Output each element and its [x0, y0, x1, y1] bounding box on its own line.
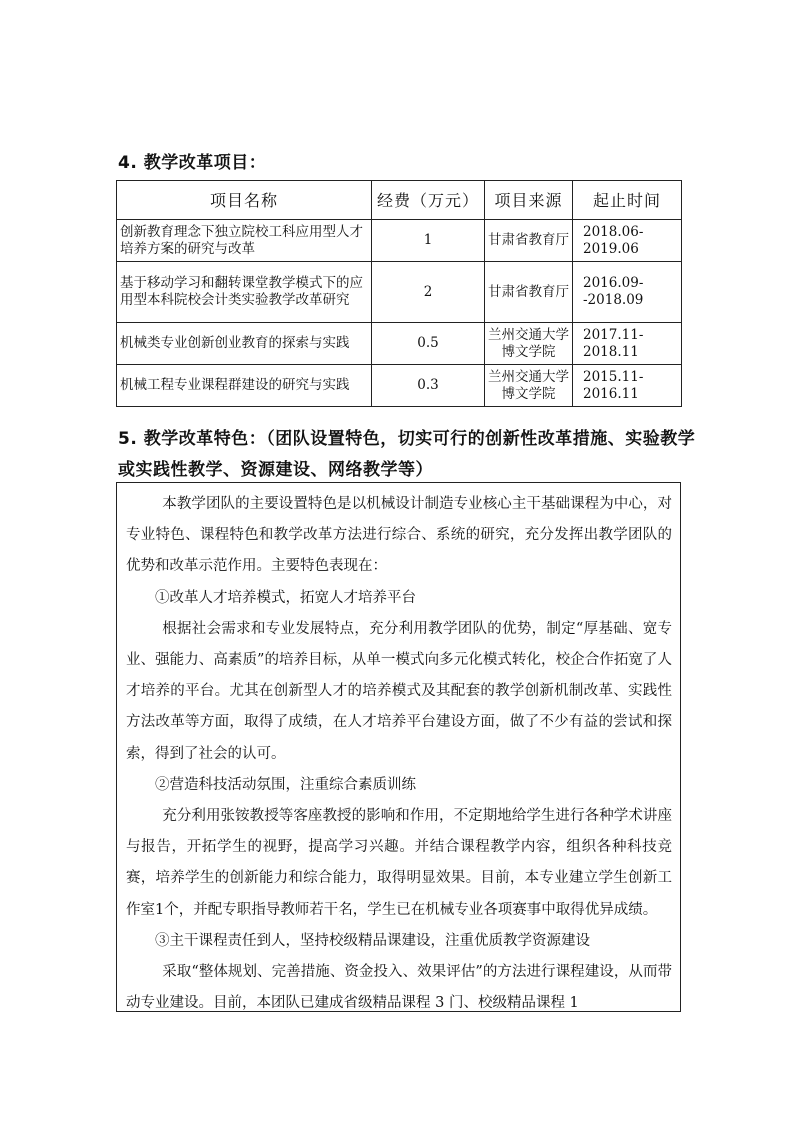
project-source: 兰州交通大学博文学院 — [485, 323, 573, 365]
table-row — [117, 365, 682, 407]
project-period: 2016.09--2018.09 — [573, 262, 682, 323]
paragraph-intro: 本教学团队的主要设置特色是以机械设计制造专业核心主干基础课程为中心，对专业特色、课程特色和教学改革方法进行综合、系统的研究，充分发挥出教学团队的优势和改革示范作用。主要特色表现在： — [126, 496, 672, 575]
teaching-reform-projects-table — [116, 180, 682, 407]
subheading-talent-training: ①改革人才培养模式，拓宽人才培养平台 — [155, 589, 416, 606]
project-funding: 0.3 — [372, 365, 485, 407]
project-funding: 0.5 — [372, 323, 485, 365]
section-5-heading: 5. 教学改革特色：（团队设置特色，切实可行的创新性改革措施、实验教学或实践性教学、资源建设、网络教学等） — [118, 429, 696, 480]
column-header-name: 项目名称 — [117, 181, 372, 220]
project-period: 2017.11-2018.11 — [573, 323, 682, 365]
section-4-heading: 4. 教学改革项目： — [118, 153, 267, 173]
project-funding: 2 — [372, 262, 485, 323]
project-funding: 1 — [372, 220, 485, 262]
table-header-row — [117, 181, 682, 220]
paragraph-talent-training: 根据社会需求和专业发展特点，充分利用教学团队的优势，制定“厚基础、宽专业、强能力、高素质”的培养目标，从单一模式向多元化模式转化，校企合作拓宽了人才培养的平台。尤其在创新型人才的培养模式及其配套的教学创新机制改革、实践性方法改革等方面，取得了成绩，在人才培养平台建设方面，做了不少有益的尝试和探索，得到了社会的认可。 — [126, 620, 672, 762]
column-header-funding: 经费（万元） — [372, 181, 485, 220]
project-name: 基于移动学习和翻转课堂教学模式下的应用型本科院校会计类实验教学改革研究 — [117, 262, 372, 323]
project-period: 2015.11-2016.11 — [573, 365, 682, 407]
column-header-source: 项目来源 — [485, 181, 573, 220]
project-source: 兰州交通大学博文学院 — [485, 365, 573, 407]
project-source: 甘肃省教育厅 — [485, 220, 573, 262]
subheading-course-responsibility: ③主干课程责任到人，坚持校级精品课建设，注重优质教学资源建设 — [155, 932, 590, 949]
column-header-period: 起止时间 — [573, 181, 682, 220]
table-row — [117, 220, 682, 262]
project-name: 机械类专业创新创业教育的探索与实践 — [117, 323, 372, 365]
paragraph-tech-activities: 充分利用张铵教授等客座教授的影响和作用，不定期地给学生进行各种学术讲座与报告，开拓学生的视野，提高学习兴趣。并结合课程教学内容，组织各种科技竞赛，培养学生的创新能力和综合能力，取得明显效果。目前，本专业建立学生创新工作室1个，并配专职指导教师若干名，学生已在机械专业各项赛事中取得优异成绩。 — [126, 808, 672, 918]
project-name: 创新教育理念下独立院校工科应用型人才培养方案的研究与改革 — [117, 220, 372, 262]
subheading-tech-activities: ②营造科技活动氛围，注重综合素质训练 — [155, 776, 416, 793]
project-name: 机械工程专业课程群建设的研究与实践 — [117, 365, 372, 407]
table-row — [117, 323, 682, 365]
project-source: 甘肃省教育厅 — [485, 262, 573, 323]
paragraph-course-construction: 采取“整体规划、完善措施、资金投入、效果评估”的方法进行课程建设，从而带动专业建设。目前，本团队已建成省级精品课程 3 门、校级精品课程 1 — [126, 964, 672, 1012]
table-row — [117, 262, 682, 323]
project-period: 2018.06-2019.06 — [573, 220, 682, 262]
reform-features-box — [116, 482, 681, 1012]
